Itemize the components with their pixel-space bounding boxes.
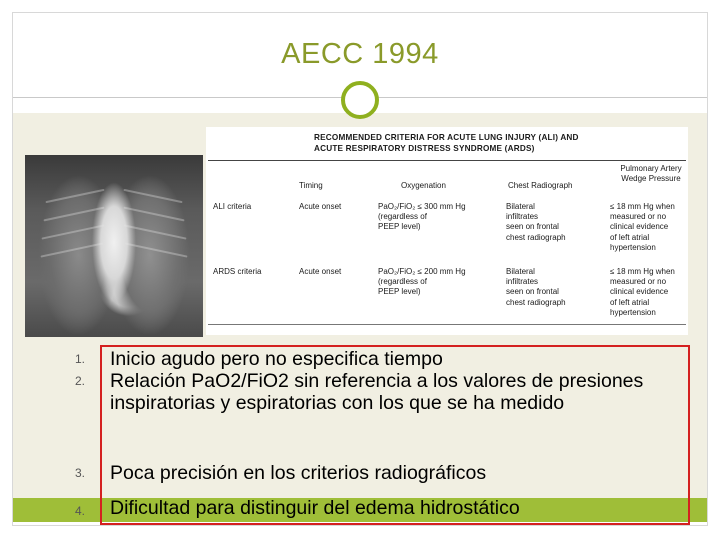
criteria-table-image: [206, 127, 688, 335]
slide-title: AECC 1994: [281, 38, 439, 70]
table-rule-bottom: [208, 324, 686, 325]
row-label-ali: ALI criteria: [213, 202, 252, 211]
criteria-table-title: RECOMMENDED CRITERIA FOR ACUTE LUNG INJURY (ALI) AND ACUTE RESPIRATORY DISTRESS SYNDROME (ARDS): [314, 133, 579, 153]
circle-ornament-icon: [341, 81, 379, 119]
chest-xray-image: [25, 155, 203, 337]
cell-ali-chest: Bilateral infiltrates seen on frontal chest radiograph: [506, 202, 566, 242]
list-number: 1.: [75, 352, 86, 366]
highlight-box: [100, 345, 690, 525]
cell-ali-oxygenation: PaO₂/FiO₂ ≤ 300 mm Hg (regardless of PEEP level): [378, 202, 466, 232]
list-number: 2.: [75, 374, 86, 388]
list-item: Poca precisión en los criterios radiográficos: [110, 462, 487, 484]
cell-ali-timing: Acute onset: [299, 202, 342, 211]
cell-ards-timing: Acute onset: [299, 267, 342, 276]
list-item: Inicio agudo pero no especifica tiempo: [110, 348, 443, 370]
cell-ards-oxygenation: PaO₂/FiO₂ ≤ 200 mm Hg (regardless of PEEP level): [378, 267, 466, 297]
header-chest-radiograph: Chest Radiograph: [508, 181, 573, 190]
list-item: Dificultad para distinguir del edema hidrostático: [110, 497, 520, 519]
cell-ali-pawp: ≤ 18 mm Hg when measured or no clinical evidence of left atrial hypertension: [610, 202, 675, 252]
list-item: Relación PaO2/FiO2 sin referencia a los valores de presiones inspiratorias y espiratorias con los que se ha medido: [110, 370, 644, 414]
list-number: 3.: [75, 466, 86, 480]
header-timing: Timing: [299, 181, 323, 190]
header-wedge-pressure: Pulmonary Artery Wedge Pressure: [620, 164, 682, 184]
row-label-ards: ARDS criteria: [213, 267, 262, 276]
list-number: 4.: [75, 504, 86, 518]
cell-ards-pawp: ≤ 18 mm Hg when measured or no clinical evidence of left atrial hypertension: [610, 267, 675, 317]
cell-ards-chest: Bilateral infiltrates seen on frontal chest radiograph: [506, 267, 566, 307]
table-rule-top: [208, 160, 686, 161]
header-oxygenation: Oxygenation: [401, 181, 446, 190]
